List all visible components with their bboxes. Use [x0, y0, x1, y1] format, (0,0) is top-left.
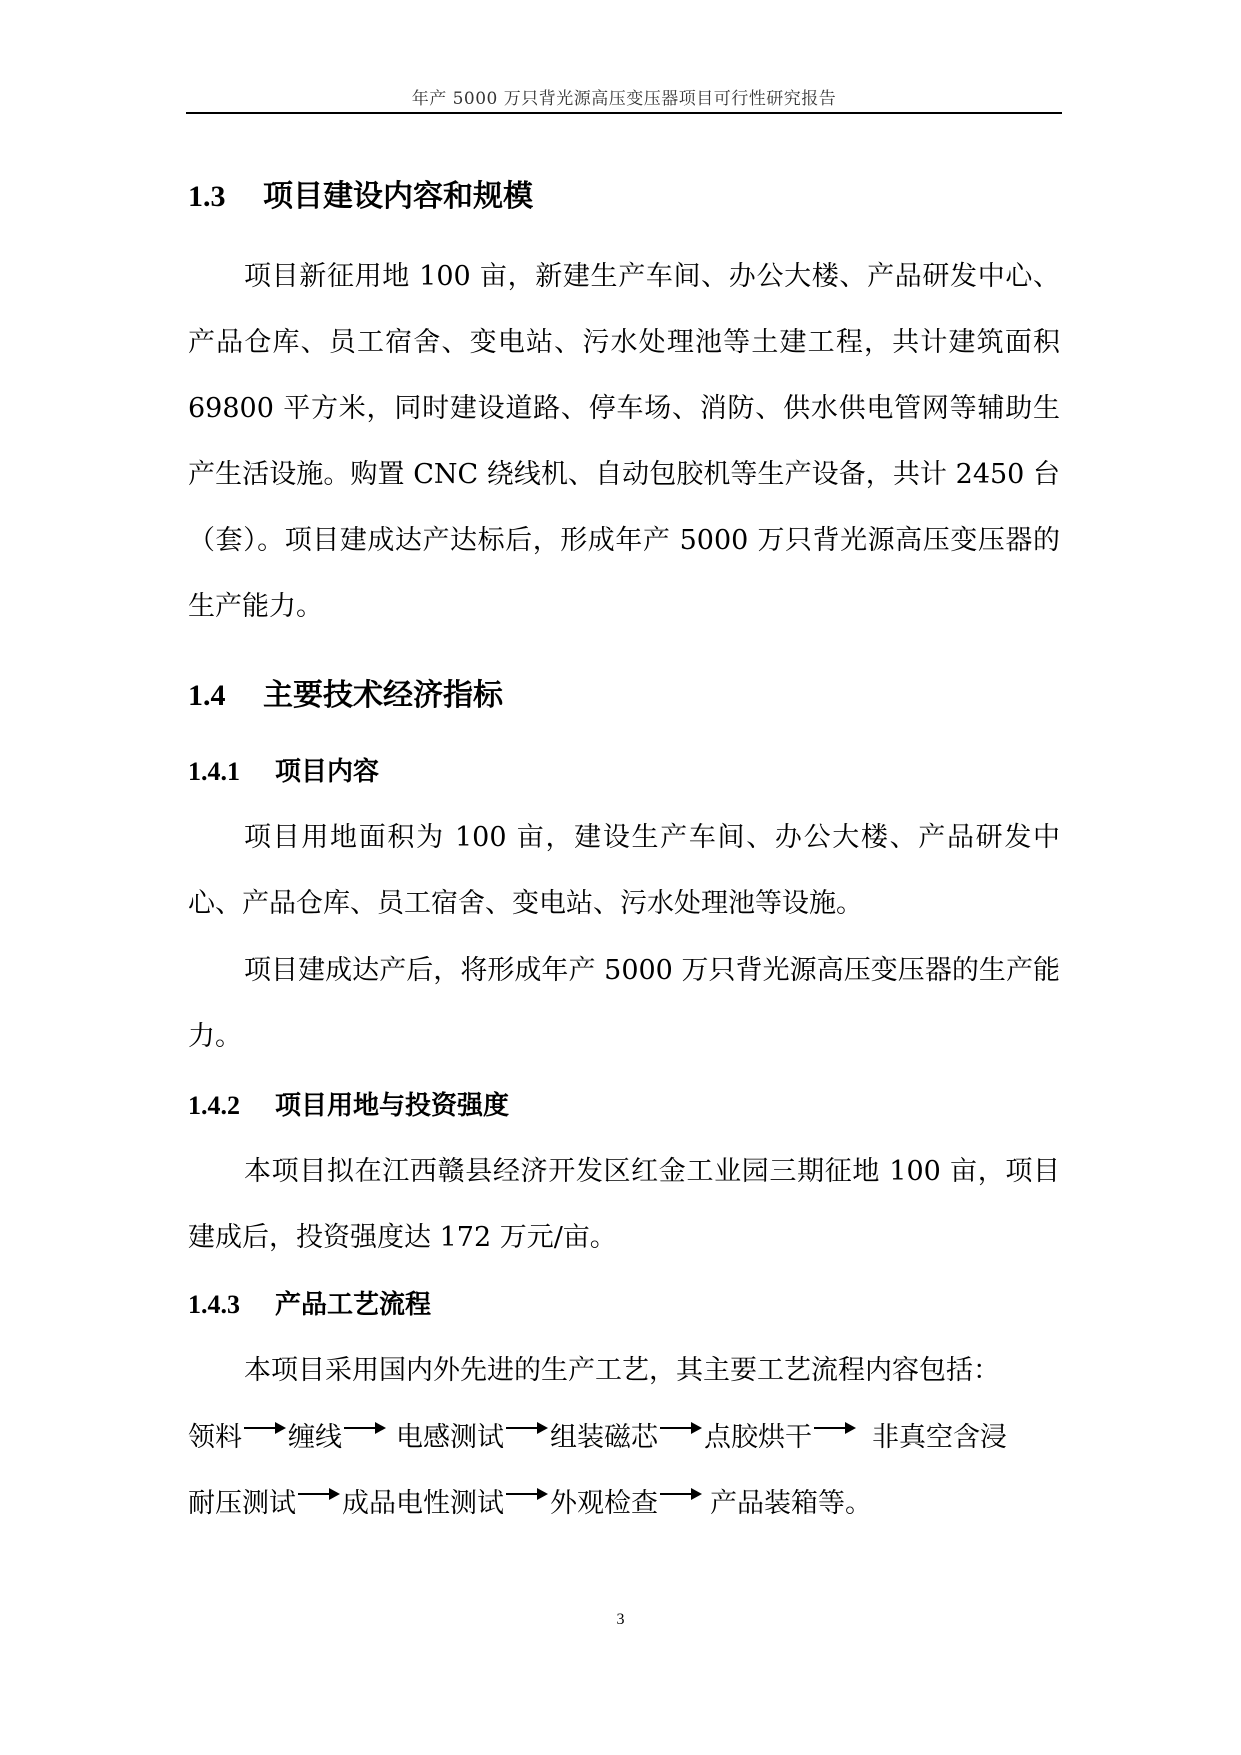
flow-arrow-icon: [244, 1421, 286, 1435]
flow-step: 耐压测试: [188, 1487, 296, 1519]
flow-step: 领料: [188, 1421, 242, 1453]
page-number: 3: [616, 1611, 625, 1628]
subsection-title: 产品工艺流程: [275, 1290, 432, 1320]
section-title: 项目建设内容和规模: [263, 179, 533, 214]
subsection-number: 1.4.1: [188, 757, 240, 786]
section-number: 1.3: [188, 180, 226, 213]
process-flow-line-1: [188, 1404, 1068, 1471]
paragraph-construction-scope: 项目新征用地 100 亩，新建生产车间、办公大楼、产品研发中心、产品仓库、员工宿舍、变电站、污水处理池等土建工程，共计建筑面积 69800 平方米，同时建设道路、停车场、消防、供水供电管网等辅助生产生活设施。购置 CNC 绕线机、自动包胶机等生产设备，共计 2450 台（套）。项目建成达产达标后，形成年产 5000 万只背光源高压变压器的生产能力。: [188, 261, 1060, 622]
subsection-heading-1-4-3: [188, 1287, 431, 1323]
flow-arrow-icon: [660, 1487, 702, 1501]
flow-arrow-icon: [506, 1421, 548, 1435]
flow-arrow-icon: [506, 1487, 548, 1501]
flow-arrow-icon: [344, 1421, 386, 1435]
subsection-number: 1.4.3: [188, 1290, 240, 1319]
running-header: 年产 5000 万只背光源高压变压器项目可行性研究报告: [411, 89, 837, 109]
process-flow-line-2: [188, 1470, 1068, 1537]
flow-arrow-icon: [814, 1421, 856, 1435]
subsection-heading-1-4-1: [188, 754, 379, 790]
section-number: 1.4: [188, 679, 226, 712]
flow-step: 成品电性测试: [342, 1487, 504, 1519]
header-rule: [186, 112, 1062, 114]
paragraph-project-content: 项目用地面积为 100 亩，建设生产车间、办公大楼、产品研发中心、产品仓库、员工宿舍、变电站、污水处理池等设施。: [188, 822, 1060, 919]
paragraph-land-investment: 本项目拟在江西赣县经济开发区红金工业园三期征地 100 亩，项目建成后，投资强度达 172 万元/亩。: [188, 1156, 1060, 1253]
flow-step: 组装磁芯: [550, 1421, 658, 1453]
section-heading-1-4: [188, 676, 503, 716]
subsection-title: 项目用地与投资强度: [275, 1091, 510, 1121]
flow-step: 外观检查: [550, 1487, 658, 1519]
flow-step: 电感测试: [396, 1421, 504, 1453]
subsection-title: 项目内容: [275, 757, 380, 787]
section-title: 主要技术经济指标: [263, 678, 503, 713]
subsection-heading-1-4-2: [188, 1088, 509, 1124]
flow-step: 产品装箱等。: [710, 1487, 872, 1519]
flow-step: 非真空含浸: [872, 1421, 1007, 1453]
flow-arrow-icon: [298, 1487, 340, 1501]
subsection-number: 1.4.2: [188, 1091, 240, 1120]
flow-step: 缠线: [288, 1421, 342, 1453]
flow-step: 点胶烘干: [704, 1421, 812, 1453]
section-heading-1-3: [188, 177, 533, 217]
flow-arrow-icon: [660, 1421, 702, 1435]
paragraph-process-intro: 本项目采用国内外先进的生产工艺，其主要工艺流程内容包括：: [244, 1355, 1000, 1386]
paragraph-production-capacity: 项目建成达产后，将形成年产 5000 万只背光源高压变压器的生产能力。: [188, 955, 1060, 1052]
